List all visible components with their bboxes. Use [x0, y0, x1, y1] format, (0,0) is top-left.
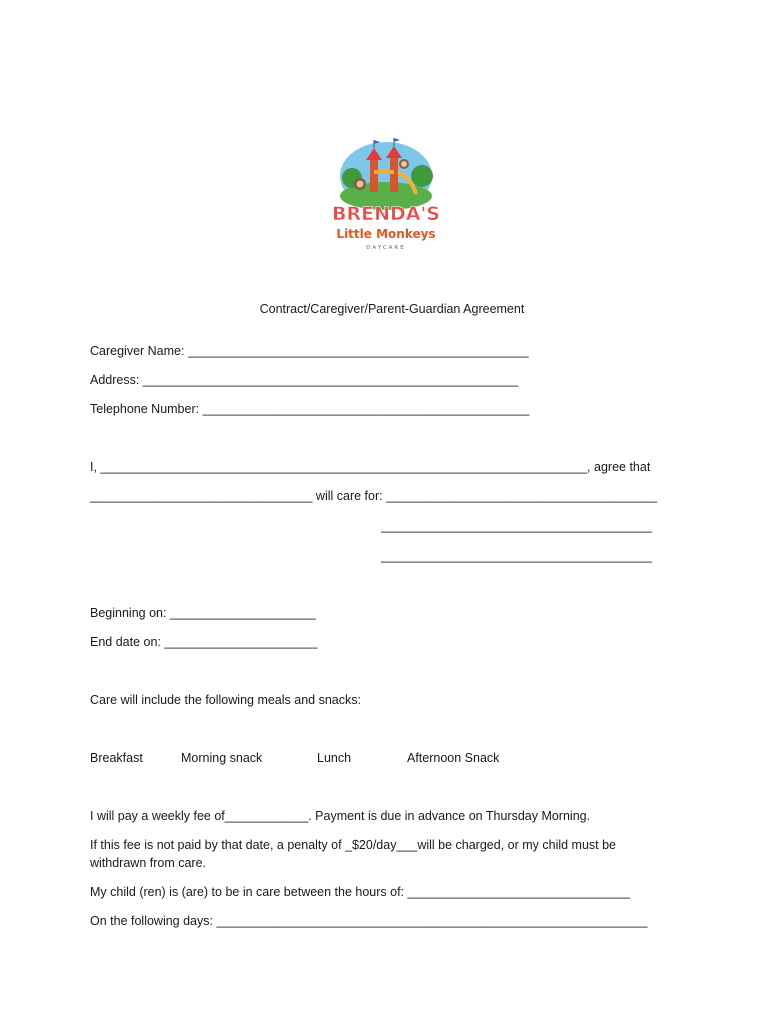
- agreement-line-1: I, ______________________________________________________________________, agree that: [90, 460, 651, 474]
- penalty-text-line-1: If this fee is not paid by that date, a penalty of _$20/day___will be charged, or my child must be: [90, 838, 617, 852]
- logo-graphic: [330, 138, 442, 256]
- meal-option-lunch: Lunch: [317, 751, 352, 765]
- care-days-field: On the following days: ______________________________________________________________: [90, 914, 648, 928]
- caregiver-name-field: Caregiver Name: _________________________________________________: [90, 344, 529, 358]
- penalty-text-line-2: withdrawn from care.: [90, 856, 207, 870]
- logo-text-brand: BRENDA'S: [332, 203, 440, 225]
- weekly-fee-text: I will pay a weekly fee of____________. Payment is due in advance on Thursday Morning.: [90, 809, 591, 823]
- page-title-text: Contract/Caregiver/Parent-Guardian Agreement: [259, 302, 525, 316]
- address-field: Address: ______________________________________________________: [90, 373, 519, 387]
- beginning-date-field: Beginning on: _____________________: [90, 606, 316, 620]
- end-date-field: End date on: ______________________: [90, 635, 318, 649]
- page-title: [0, 285, 770, 333]
- meal-option-morning-snack: Morning snack: [181, 751, 263, 765]
- meal-option-breakfast: Breakfast: [90, 751, 143, 765]
- care-hours-field: My child (ren) is (are) to be in care between the hours of: ________________________________: [90, 885, 630, 899]
- meals-intro: Care will include the following meals and snacks:: [90, 693, 361, 707]
- meal-option-afternoon-snack: Afternoon Snack: [407, 751, 500, 765]
- logo-text-subtitle: Little Monkeys: [336, 227, 436, 241]
- daycare-logo: [330, 138, 442, 256]
- telephone-field: Telephone Number: _______________________________________________: [90, 402, 530, 416]
- agreement-line-2: ________________________________ will care for: _______________________________________: [90, 489, 658, 503]
- agreement-line-3: _______________________________________: [381, 519, 653, 533]
- agreement-line-4: _______________________________________: [381, 549, 653, 563]
- logo-text-daycare: DAYCARE: [366, 245, 406, 251]
